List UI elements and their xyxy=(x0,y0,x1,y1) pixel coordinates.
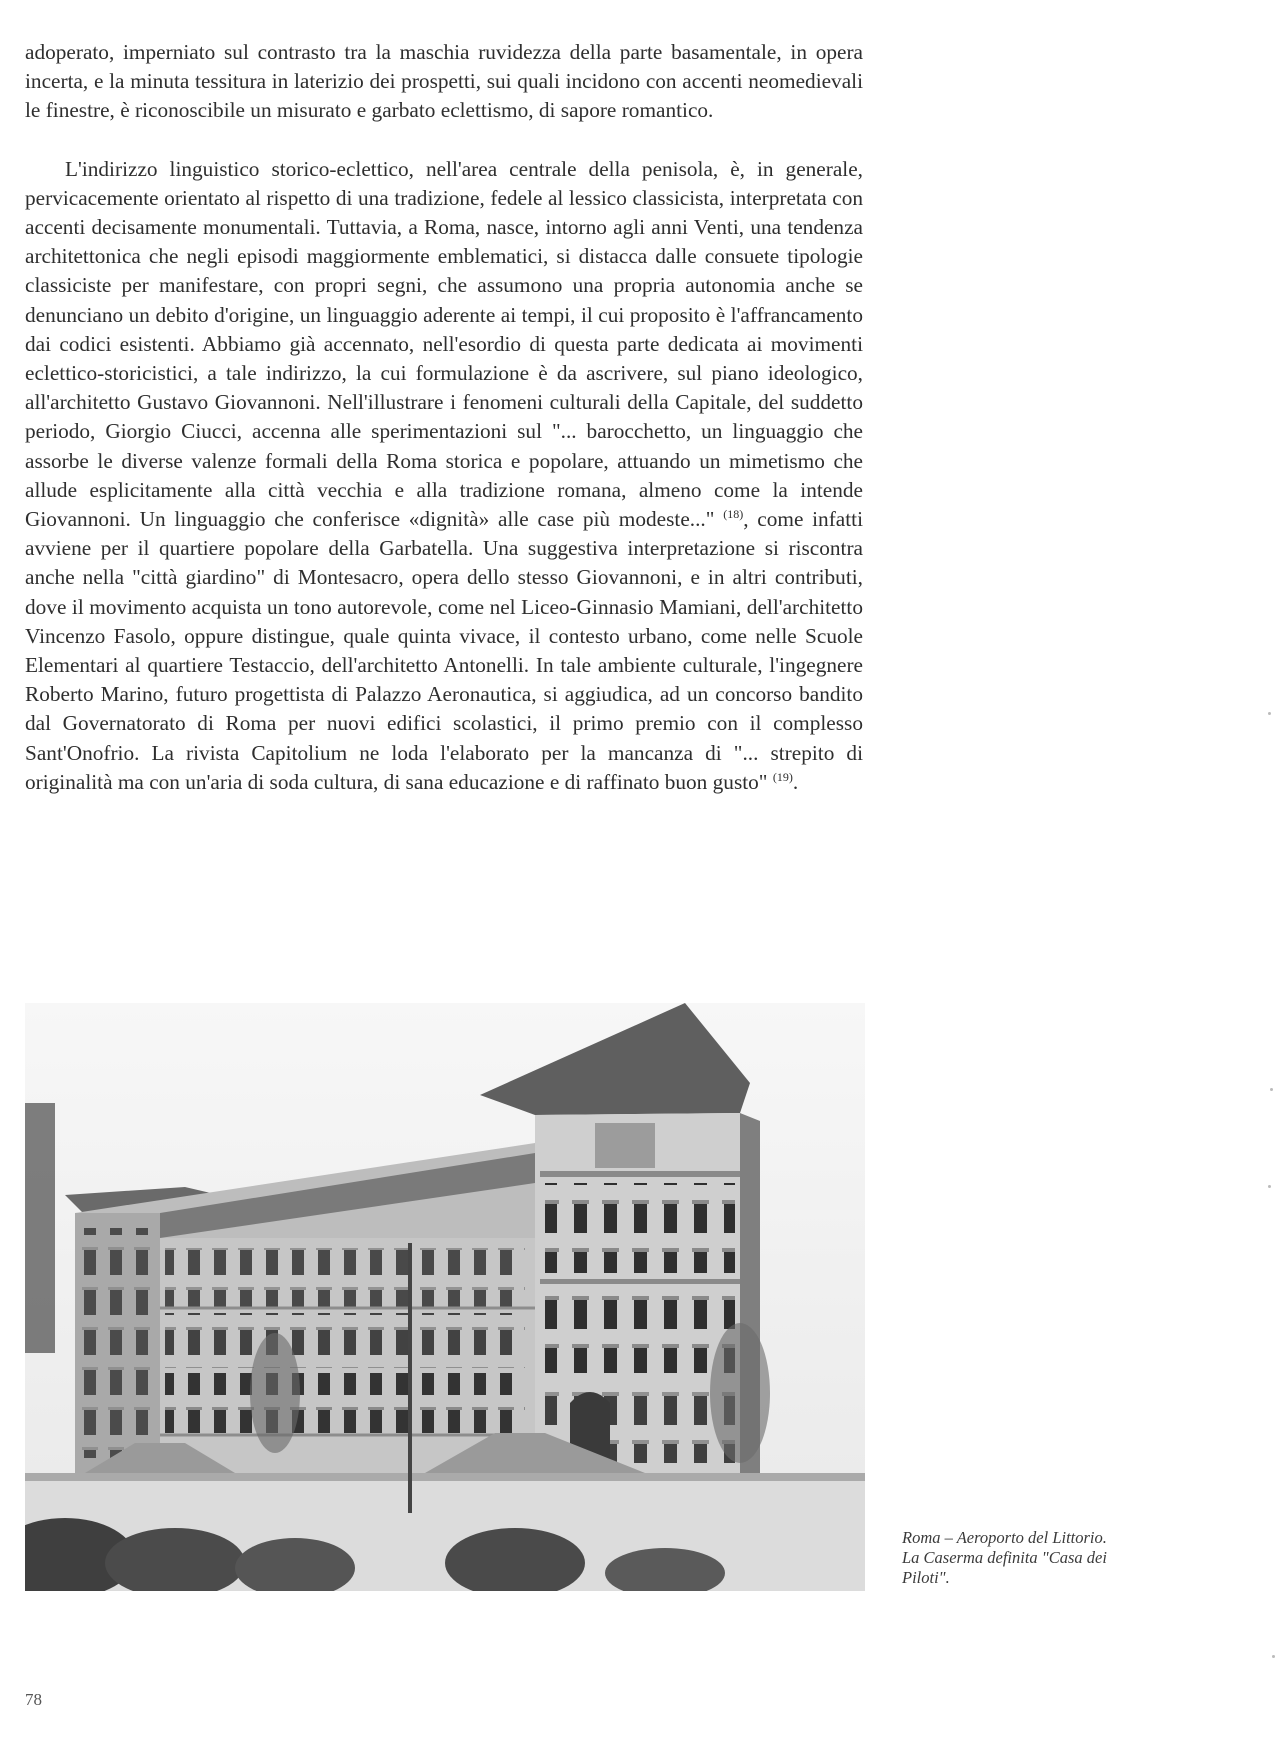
caption-line: La Caserma definita "Casa dei xyxy=(902,1548,1107,1567)
building-photo xyxy=(25,1003,865,1591)
paragraph-1-text: adoperato, imperniato sul contrasto tra la maschia ruvidezza della parte basamentale, in opera incerta, e la minuta tessitura in laterizio dei prospetti, sui quali incidono con accenti neomedievali le finestre, è riconoscibile un misurato e garbato eclettismo, di sapore romantico. xyxy=(25,40,863,123)
caption-line: Piloti". xyxy=(902,1568,950,1587)
photo-caption xyxy=(902,1528,1162,1588)
paragraph-2-text-a: L'indirizzo linguistico storico-eclettico, nell'area centrale della penisola, è, in generale, pervicacemente orientato al rispetto di una tradizione, fedele al lessico classicista, interpretata con accenti decisamente monumentali. Tuttavia, a Roma, nasce, intorno agli anni Venti, una tendenza architettonica che negli episodi maggiormente emblematici, si distacca dalle consuete tipologie classiciste per manifestare, con propri segni, che assumono una propria autonomia anche se denunciano un debito d'origine, un linguaggio aderente ai tempi, il cui proposito è l'affrancamento dai codici esistenti. Abbiamo già accennato, nell'esordio di questa parte dedicata ai movimenti eclettico-storicistici, a tale indirizzo, la cui formulazione è da ascrivere, sul piano ideologico, all'architetto Gustavo Giovannoni. Nell'illustrare i fenomeni culturali della Capitale, del suddetto periodo, Giorgio Ciucci, accenna alle sperimentazioni sul "... barocchetto, un linguaggio che assorbe le diverse valenze formali della Roma storica e popolare, attuando un mimetismo che allude esplicitamente alla città vecchia e alla tradizione romana, almeno come la intende Giovannoni. Un linguaggio che conferisce «dignità» alle case più modeste..." xyxy=(25,156,863,532)
footnote-ref-18: (18) xyxy=(723,507,744,522)
paragraph-2-text-end: . xyxy=(792,769,799,794)
paragraph-1 xyxy=(25,38,863,126)
paragraph-2 xyxy=(25,155,863,797)
margin-speck xyxy=(1268,712,1271,715)
paragraph-2-text-b: , come infatti avviene per il quartiere popolare della Garbatella. Una suggestiva interpretazione si riscontra anche nella "città giardino" di Montesacro, opera dello stesso Giovannoni, e in altri contributi, dove il movimento acquista un tono autorevole, come nel Liceo-Ginnasio Mamiani, dell'architetto Vincenzo Fasolo, oppure distingue, quale quinta vivace, il contesto urbano, come nelle Scuole Elementari al quartiere Testaccio, dell'architetto Antonelli. In tale ambiente culturale, l'ingegnere Roberto Marino, futuro progettista di Palazzo Aeronautica, si aggiudica, ad un concorso bandito dal Governatorato di Roma per nuovi edifici scolastici, il primo premio con il complesso Sant'Onofrio. La rivista Capitolium ne loda l'elaborato per la mancanza di "... strepito di originalità ma con un'aria di soda cultura, di sana educazione e di raffinato buon gusto" xyxy=(25,507,863,794)
page-number: 78 xyxy=(25,1690,42,1709)
caption-line: Roma – Aeroporto del Littorio. xyxy=(902,1528,1107,1547)
margin-speck xyxy=(1270,1088,1273,1091)
footnote-ref-19: (19) xyxy=(772,769,793,784)
margin-speck xyxy=(1268,1185,1271,1188)
body-text xyxy=(25,38,863,797)
margin-speck xyxy=(1272,1655,1275,1658)
